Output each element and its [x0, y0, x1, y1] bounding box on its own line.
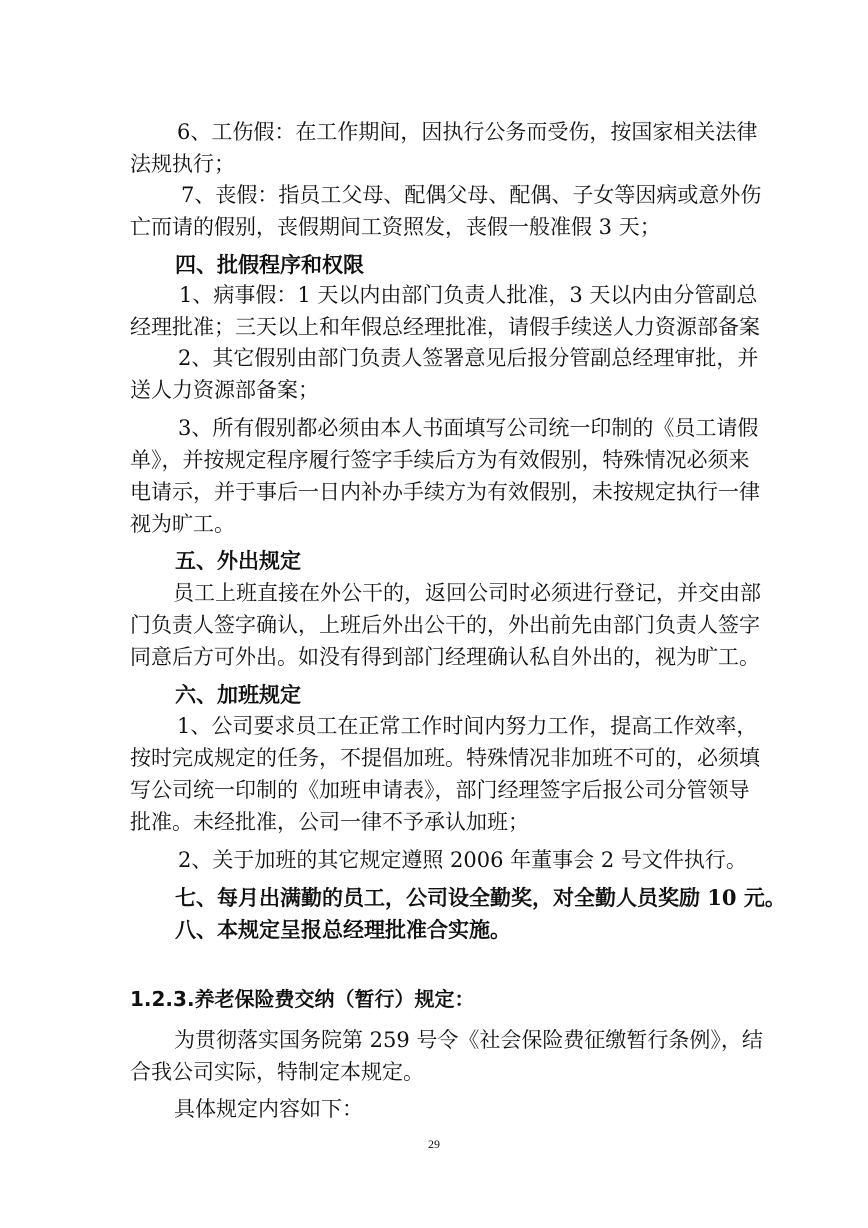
paragraph-line: 视为旷工。	[130, 512, 235, 536]
bold-paragraph-line: 七、每月出满勤的员工，公司设全勤奖，对全勤人员奖励 10 元。	[175, 885, 786, 910]
bold-paragraph-line: 四、批假程序和权限	[175, 252, 364, 277]
paragraph-line: 按时完成规定的任务，不提倡加班。特殊情况非加班不可的，必须填	[130, 746, 760, 770]
paragraph-line: 2、其它假别由部门负责人签署意见后报分管副总经理审批，并	[178, 346, 759, 370]
paragraph-line: 门负责人签字确认，上班后外出公干的，外出前先由部门负责人签字	[130, 613, 760, 637]
paragraph-line: 单》，并按规定程序履行签字手续后方为有效假别，特殊情况必须来	[130, 448, 750, 472]
paragraph-line: 电请示，并于事后一日内补办手续方为有效假别，未按规定执行一律	[130, 480, 760, 504]
paragraph-line: 写公司统一印制的《加班申请表》，部门经理签字后报公司分管领导	[130, 778, 750, 802]
paragraph-line: 合我公司实际，特制定本规定。	[130, 1060, 424, 1084]
paragraph-line: 批准。未经批准，公司一律不予承认加班；	[130, 810, 529, 834]
bold-paragraph-line: 八、本规定呈报总经理批准合实施。	[175, 917, 511, 942]
paragraph-line: 7、丧假：指员工父母、配偶父母、配偶、子女等因病或意外伤	[181, 183, 762, 207]
paragraph-line: 为贯彻落实国务院第 259 号令《社会保险费征缴暂行条例》，结	[174, 1028, 763, 1052]
section-heading: 1.2.3.养老保险费交纳（暂行）规定：	[130, 987, 475, 1011]
paragraph-line: 1、病事假：1 天以内由部门负责人批准，3 天以内由分管副总	[179, 283, 758, 307]
paragraph-line: 亡而请的假别，丧假期间工资照发，丧假一般准假 3 天；	[130, 215, 661, 239]
paragraph-line: 员工上班直接在外公干的，返回公司时必须进行登记，并交由部	[173, 581, 761, 605]
page-number: 29	[428, 1137, 440, 1151]
bold-paragraph-line: 五、外出规定	[175, 548, 301, 573]
paragraph-line: 经理批准；三天以上和年假总经理批准，请假手续送人力资源部备案	[130, 315, 760, 339]
paragraph-line: 2、关于加班的其它规定遵照 2006 年董事会 2 号文件执行。	[178, 848, 747, 872]
paragraph-line: 3、所有假别都必须由本人书面填写公司统一印制的《员工请假	[178, 416, 759, 440]
paragraph-line: 6、工伤假：在工作期间，因执行公务而受伤，按国家相关法律	[177, 120, 758, 144]
paragraph-line: 法规执行；	[130, 152, 235, 176]
paragraph-line: 送人力资源部备案；	[130, 378, 319, 402]
paragraph-line: 具体规定内容如下：	[174, 1097, 363, 1121]
bold-paragraph-line: 六、加班规定	[175, 682, 301, 707]
paragraph-line: 同意后方可外出。如没有得到部门经理确认私自外出的，视为旷工。	[130, 645, 760, 669]
paragraph-line: 1、公司要求员工在正常工作时间内努力工作，提高工作效率，	[177, 714, 758, 738]
